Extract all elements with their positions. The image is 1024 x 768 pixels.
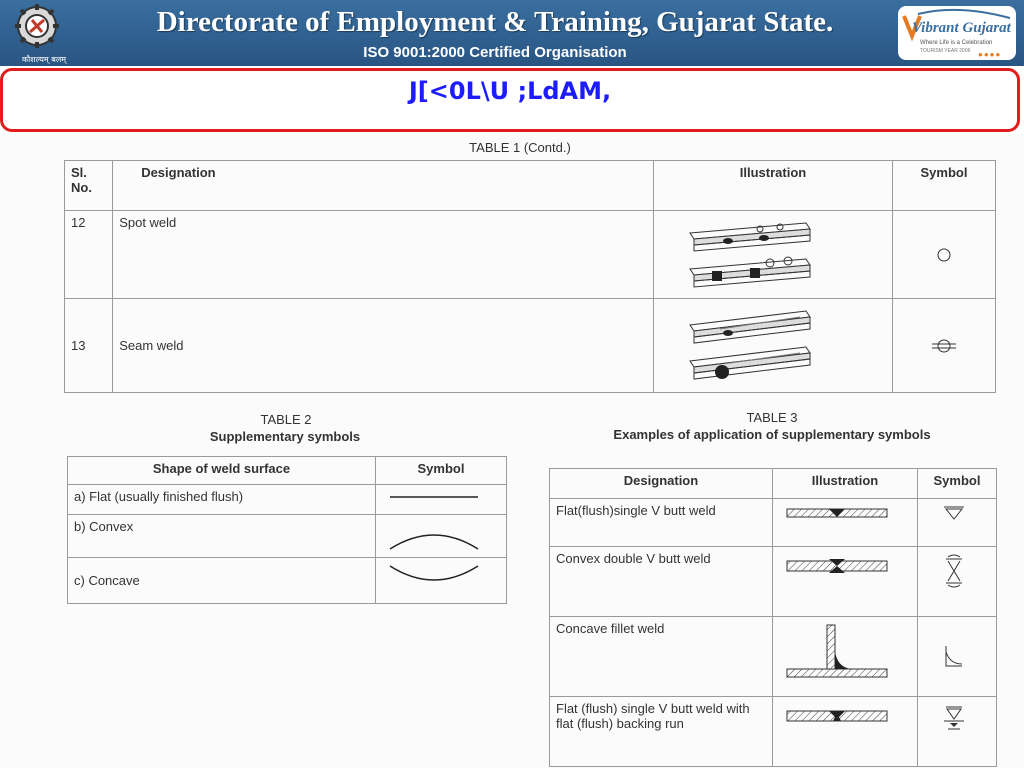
table2 [67, 456, 507, 604]
table-row [65, 211, 996, 299]
page-title-box [0, 68, 1020, 132]
table1-row2-sl: 13 [65, 299, 113, 393]
table2-row3-shape: c) Concave [68, 558, 376, 604]
circle-with-lines-symbol-icon [893, 299, 996, 393]
page-title: J[<0L\U ;LdAM, [408, 77, 612, 105]
emblem-caption: कौशल्यम् बलम् [21, 55, 67, 64]
table-row [550, 499, 997, 547]
table2-subcaption: Supplementary symbols [209, 429, 361, 444]
flat-v-butt-illustration-icon [773, 499, 918, 547]
vibrant-gujarat-tagline: Where Life is a Celebration [920, 40, 993, 46]
table3-subcaption: Examples of application of supplementary symbols [613, 427, 931, 442]
table1-header-symbol: Symbol [893, 161, 996, 211]
convex-arc-icon [376, 515, 507, 558]
table1-header-designation: Designation [113, 161, 654, 211]
table3-header-symbol: Symbol [918, 469, 997, 499]
scanned-document [0, 134, 1024, 768]
convex-double-v-illustration-icon [773, 547, 918, 617]
concave-fillet-illustration-icon [773, 617, 918, 697]
table1-row2-designation: Seam weld [113, 299, 654, 393]
table1-row1-sl: 12 [65, 211, 113, 299]
table1-header-illustration: Illustration [653, 161, 892, 211]
decorative-dots-icon: ●●●● [978, 50, 1002, 59]
table1-header-sl: Sl. No. [65, 161, 113, 211]
table2-row1-shape: a) Flat (usually finished flush) [68, 485, 376, 515]
table3-row3-designation: Concave fillet weld [550, 617, 773, 697]
table3-row1-designation: Flat(flush)single V butt weld [550, 499, 773, 547]
site-subtitle: ISO 9001:2000 Certified Organisation [363, 44, 627, 61]
table-row [68, 485, 507, 515]
gear-emblem-icon [6, 2, 68, 64]
table3-header-illustration: Illustration [773, 469, 918, 499]
vibrant-gujarat-wordmark: Vibrant Gujarat [912, 20, 1011, 36]
table1-caption: TABLE 1 (Contd.) [469, 140, 571, 155]
vibrant-gujarat-logo [898, 6, 1016, 60]
table-row [550, 617, 997, 697]
table3-row2-designation: Convex double V butt weld [550, 547, 773, 617]
spot-weld-illustration-icon [653, 211, 892, 299]
flat-v-backing-illustration-icon [773, 697, 918, 767]
header-banner [0, 0, 1024, 66]
table2-header-symbol: Symbol [376, 457, 507, 485]
table3 [549, 468, 997, 767]
fillet-concave-symbol-icon [918, 617, 997, 697]
concave-arc-icon [376, 558, 507, 604]
table3-header-designation: Designation [550, 469, 773, 499]
table3-row4-designation: Flat (flush) single V butt weld with flat (flush) backing run [550, 697, 773, 767]
site-title: Directorate of Employment & Training, Gujarat State. [156, 6, 834, 38]
flat-line-icon [376, 485, 507, 515]
table-row [65, 299, 996, 393]
table1 [64, 160, 996, 393]
table-row [68, 558, 507, 604]
table-row [550, 697, 997, 767]
double-v-convex-symbol-icon [918, 547, 997, 617]
v-flat-backing-symbol-icon [918, 697, 997, 767]
table-row [550, 547, 997, 617]
v-flat-symbol-icon [918, 499, 997, 547]
table2-row2-shape: b) Convex [68, 515, 376, 558]
seam-weld-illustration-icon [653, 299, 892, 393]
table3-caption: TABLE 3 [746, 410, 798, 425]
table1-row1-designation: Spot weld [113, 211, 654, 299]
circle-symbol-icon [893, 211, 996, 299]
table-row [68, 515, 507, 558]
vibrant-gujarat-subline: TOURISM YEAR 2006 [920, 48, 971, 54]
table2-caption: TABLE 2 [260, 412, 312, 427]
table2-header-shape: Shape of weld surface [68, 457, 376, 485]
